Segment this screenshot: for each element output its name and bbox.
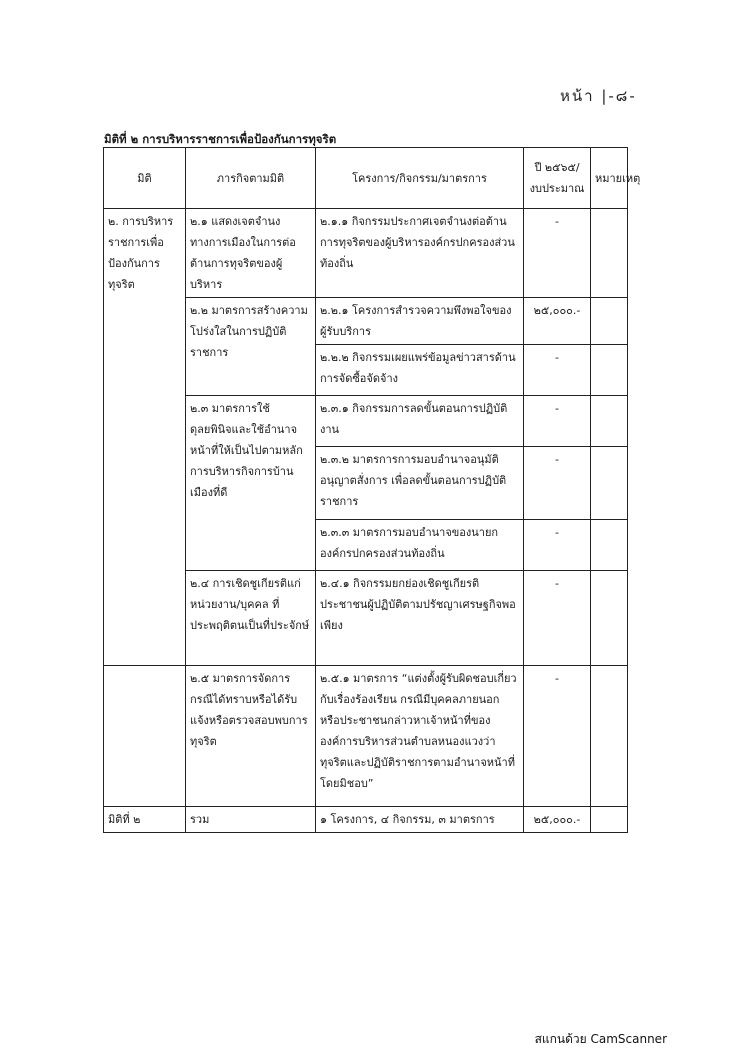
- mission-cell: ๒.๒ มาตรการสร้างความโปร่งใสในการปฏิบัติราชการ: [186, 298, 316, 396]
- note-cell: [591, 447, 628, 520]
- page-number: หน้า |-๘-: [560, 87, 637, 105]
- summary-row: [104, 807, 628, 833]
- plan-table: [103, 147, 641, 833]
- header-mission: ภารกิจตามมิติ: [186, 148, 316, 209]
- header-budget: ปี ๒๕๖๕/ งบประมาณ: [524, 148, 591, 209]
- summary-label: รวม: [186, 807, 316, 833]
- note-cell: [591, 520, 628, 571]
- note-cell: [591, 571, 628, 666]
- budget-cell: -: [524, 209, 591, 298]
- project-cell: ๒.๒.๒ กิจกรรมเผยแพร่ข้อมูลข่าวสารด้านการจัดซื้อจัดจ้าง: [316, 345, 524, 396]
- budget-cell: -: [524, 571, 591, 666]
- table-row: [104, 209, 628, 298]
- budget-cell: -: [524, 345, 591, 396]
- note-cell: [591, 209, 628, 298]
- table-row: [104, 666, 628, 807]
- project-cell: ๒.๕.๑ มาตรการ “แต่งตั้งผู้รับผิดชอบเกี่ยวกับเรื่องร้องเรียน กรณีมีบุคคลภายนอกหรือประชาชนกล่าวหาเจ้าหน้าที่ขององค์การบริหารส่วนตำบลหนองแวงว่าทุจริตและปฏิบัติราชการตามอำนาจหน้าที่โดยมิชอบ”: [316, 666, 524, 807]
- header-project: โครงการ/กิจกรรม/มาตรการ: [316, 148, 524, 209]
- budget-cell: ๒๕,๐๐๐.-: [524, 298, 591, 345]
- table-caption: มิติที่ ๒ การบริหารราชการเพื่อป้องกันการทุจริต: [104, 132, 337, 146]
- header-note: หมายเหตุ: [591, 148, 628, 209]
- mission-cell: ๒.๕ มาตรการจัดการกรณีได้ทราบหรือได้รับแจ้งหรือตรวจสอบพบการทุจริต: [186, 666, 316, 807]
- mission-cell: ๒.๑ แสดงเจตจำนงทางการเมืองในการต่อต้านการทุจริตของผู้บริหาร: [186, 209, 316, 298]
- note-cell: [591, 345, 628, 396]
- budget-cell: -: [524, 520, 591, 571]
- dimension-cell-empty: [104, 666, 186, 807]
- project-cell: ๒.๓.๒ มาตรการการมอบอำนาจอนุมัติ อนุญาตสั่งการ เพื่อลดขั้นตอนการปฏิบัติราชการ: [316, 447, 524, 520]
- summary-budget: ๒๕,๐๐๐.-: [524, 807, 591, 833]
- project-cell: ๒.๑.๑ กิจกรรมประกาศเจตจำนงต่อต้านการทุจริตของผู้บริหารองค์กรปกครองส่วนท้องถิ่น: [316, 209, 524, 298]
- mission-cell: ๒.๔ การเชิดชูเกียรติแก่หน่วยงาน/บุคคล ที่ประพฤติตนเป็นที่ประจักษ์: [186, 571, 316, 666]
- project-cell: ๒.๓.๓ มาตรการมอบอำนาจของนายกองค์กรปกครองส่วนท้องถิ่น: [316, 520, 524, 571]
- header-row: [104, 148, 628, 209]
- dimension-cell: ๒. การบริหารราชการเพื่อป้องกันการทุจริต: [104, 209, 186, 666]
- scanner-footer: สแกนด้วย CamScanner: [534, 1032, 667, 1046]
- summary-note: [591, 807, 628, 833]
- budget-cell: -: [524, 396, 591, 447]
- header-dimension: มิติ: [104, 148, 186, 209]
- project-cell: ๒.๔.๑ กิจกรรมยกย่องเชิดชูเกียรติประชาชนผู้ปฏิบัติตามปรัชญาเศรษฐกิจพอเพียง: [316, 571, 524, 666]
- summary-count: ๑ โครงการ, ๔ กิจกรรม, ๓ มาตรการ: [316, 807, 524, 833]
- note-cell: [591, 396, 628, 447]
- mission-cell: ๒.๓ มาตรการใช้ดุลยพินิจและใช้อำนาจหน้าที่ให้เป็นไปตามหลักการบริหารกิจการบ้านเมืองที่ดี: [186, 396, 316, 571]
- note-cell: [591, 666, 628, 807]
- budget-cell: -: [524, 447, 591, 520]
- project-cell: ๒.๓.๑ กิจกรรมการลดขั้นตอนการปฏิบัติงาน: [316, 396, 524, 447]
- summary-dimension: มิติที่ ๒: [104, 807, 186, 833]
- budget-cell: -: [524, 666, 591, 807]
- project-cell: ๒.๒.๑ โครงการสำรวจความพึงพอใจของผู้รับบริการ: [316, 298, 524, 345]
- note-cell: [591, 298, 628, 345]
